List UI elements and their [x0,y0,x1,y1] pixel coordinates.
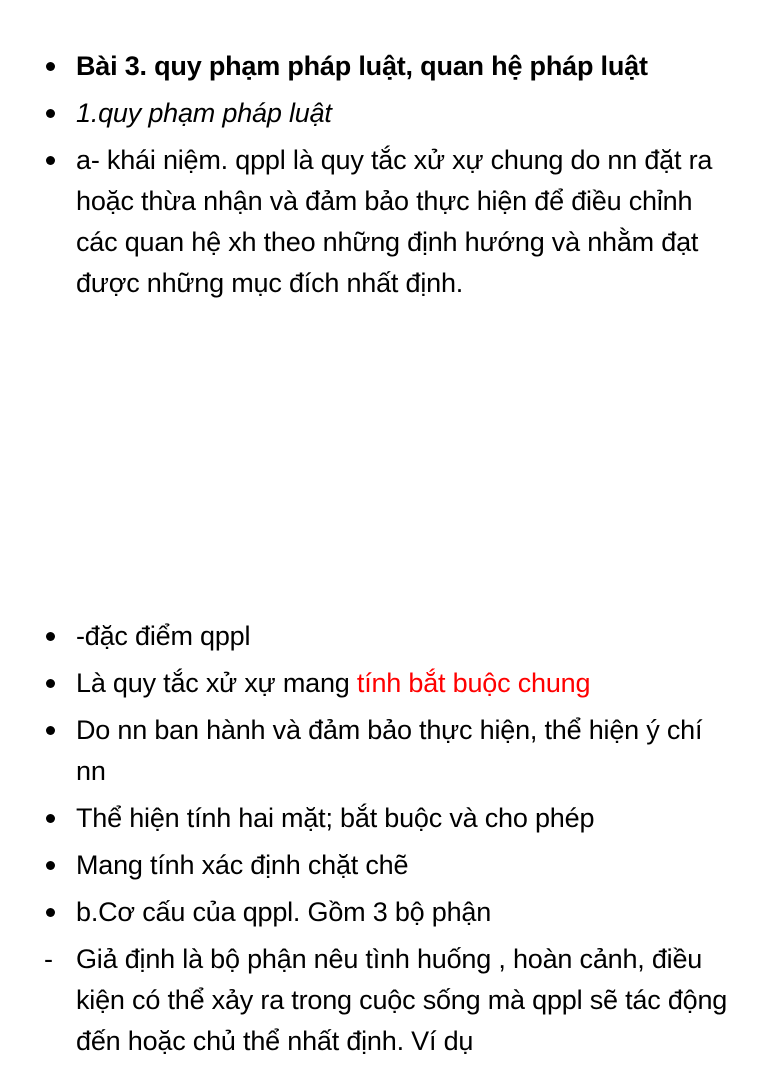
structure-text: b.Cơ cấu của qppl. Gồm 3 bộ phận [76,897,492,927]
section-heading-text: 1.quy phạm pháp luật [76,98,332,128]
two-sides-text: Thể hiện tính hai mặt; bắt buộc và cho phép [76,803,595,833]
list-item-mandatory-rule [0,663,768,704]
list-item-section-heading [0,93,768,134]
list-item-definition [0,140,768,304]
top-bullet-list [0,46,768,310]
definition-text: a- khái niệm. qppl là quy tắc xử xự chung do nn đặt ra hoặc thừa nhận và đảm bảo thực hiện để điều chỉnh các quan hệ xh theo những định hướng và nhằm đạt được những mục đích nhất định. [76,145,713,298]
mandatory-rule-text: Là quy tắc xử xự mang [76,668,357,698]
list-item-hypothesis [0,939,768,1062]
list-item-strict-definition [0,845,768,886]
list-item-lesson-title [0,46,768,87]
dash-bullet: - [44,944,53,974]
list-item-two-sides [0,798,768,839]
strict-definition-text: Mang tính xác định chặt chẽ [76,850,409,880]
list-item-structure [0,892,768,933]
lesson-title-text: Bài 3. quy phạm pháp luật, quan hệ pháp luật [76,51,648,81]
list-item-issued-by-state [0,710,768,792]
bottom-bullet-list [0,616,768,1068]
issued-by-state-text: Do nn ban hành và đảm bảo thực hiện, thể hiện ý chí nn [76,715,703,786]
list-item-characteristics-heading [0,616,768,657]
hypothesis-text: Giả định là bộ phận nêu tình huống , hoàn cảnh, điều kiện có thể xảy ra trong cuộc sống mà qppl sẽ tác động đến hoặc chủ thể nhất định. Ví dụ [76,944,728,1056]
characteristics-heading-text: -đặc điểm qppl [76,621,251,651]
mandatory-rule-highlight: tính bắt buộc chung [356,668,591,698]
